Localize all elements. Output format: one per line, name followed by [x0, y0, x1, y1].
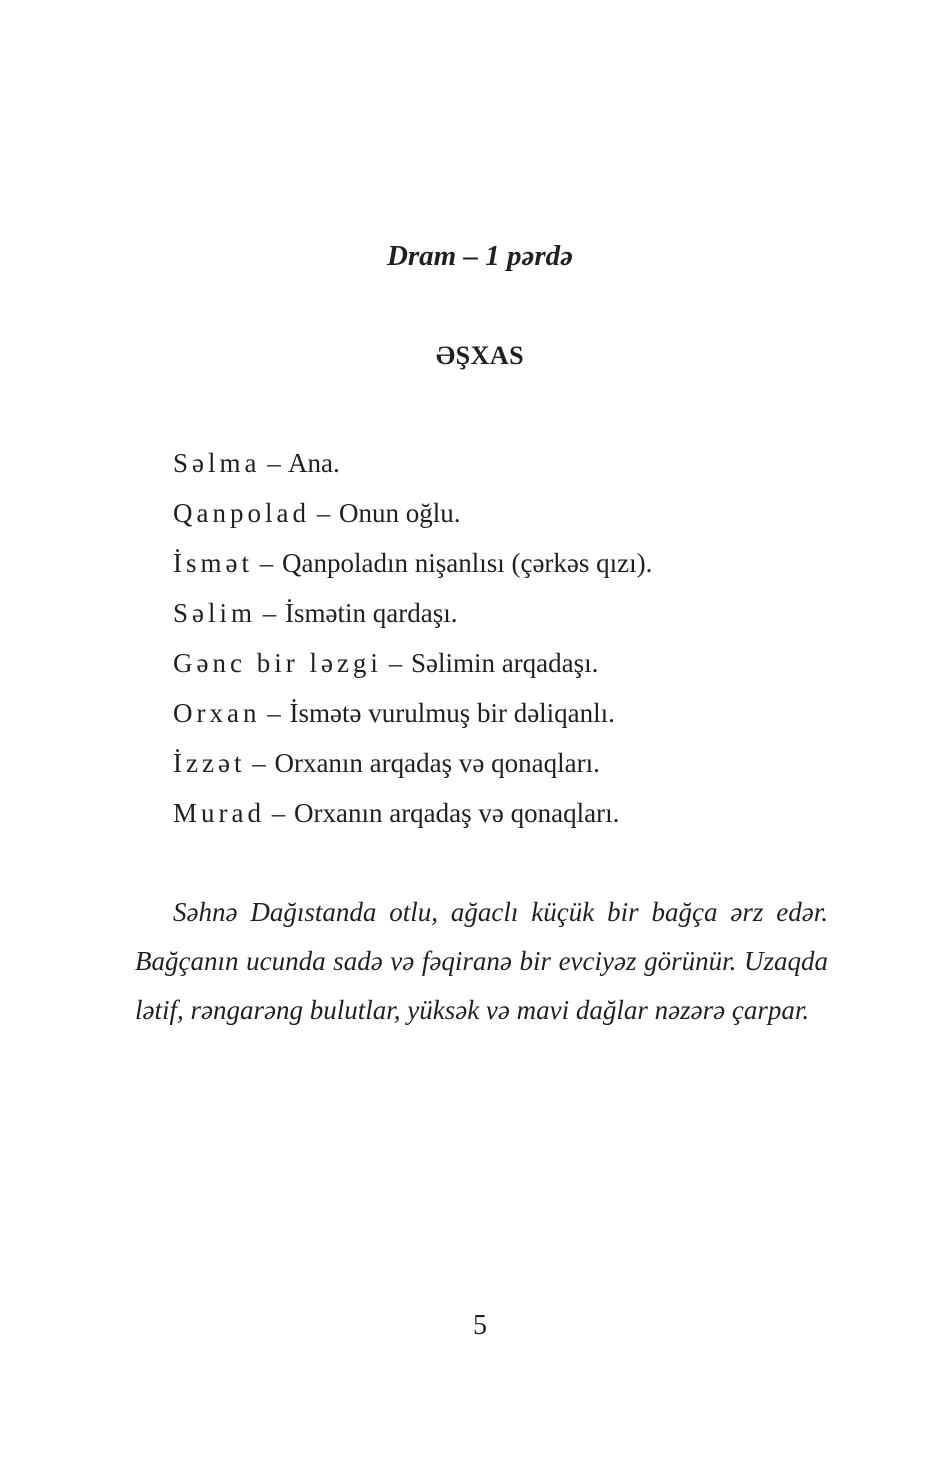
dash: – [267, 698, 281, 728]
dash: – [252, 748, 266, 778]
character-name: Səlim [173, 598, 257, 628]
character-description: Orxanın arqadaş və qonaqları. [293, 798, 620, 828]
dash: – [259, 548, 274, 578]
cast-item [173, 738, 873, 788]
cast-item [173, 688, 873, 738]
character-name: Gənc bir ləzgi [173, 648, 382, 678]
cast-item [173, 538, 873, 588]
cast-list [173, 438, 873, 838]
character-name: Qanpolad [173, 498, 310, 528]
character-description: İsmətə vurulmuş bir dəliqanlı. [289, 698, 615, 728]
character-description: Orxanın arqadaş və qonaqları. [274, 748, 600, 778]
page-number: 5 [473, 1310, 487, 1341]
character-description: İsmətin qardaşı. [285, 598, 458, 628]
character-description: Ana. [288, 448, 340, 478]
character-name: Murad [173, 798, 265, 828]
cast-item [173, 438, 873, 488]
character-name: İzzət [173, 748, 246, 778]
cast-heading: ƏŞXAS [435, 341, 525, 370]
dash: – [267, 448, 281, 478]
dash: – [262, 598, 277, 628]
cast-item [173, 788, 873, 838]
character-description: Səlimin arqadaşı. [410, 648, 599, 678]
play-subtitle: Dram – 1 pərdə [386, 240, 574, 272]
character-name: İsmət [173, 548, 253, 578]
character-description: Qanpoladın nişanlısı (çərkəs qızı). [282, 548, 653, 578]
stage-direction: Səhnə Dağıstanda otlu, ağaclı küçük bir bağça ərz edər. Bağçanın ucunda sadə və fəqiranə bir evciyəz görünür. Uzaqda lətif, rəngarəng bulutlar, yüksək və mavi dağlar nəzərə çarpar. [135, 897, 828, 1025]
dash: – [271, 798, 286, 828]
cast-item [173, 638, 873, 688]
dash: – [388, 648, 403, 678]
character-name: Orxan [173, 698, 261, 728]
character-name: Səlma [173, 448, 261, 478]
character-description: Onun oğlu. [338, 498, 461, 528]
cast-item [173, 588, 873, 638]
dash: – [316, 498, 331, 528]
cast-item [173, 488, 873, 538]
